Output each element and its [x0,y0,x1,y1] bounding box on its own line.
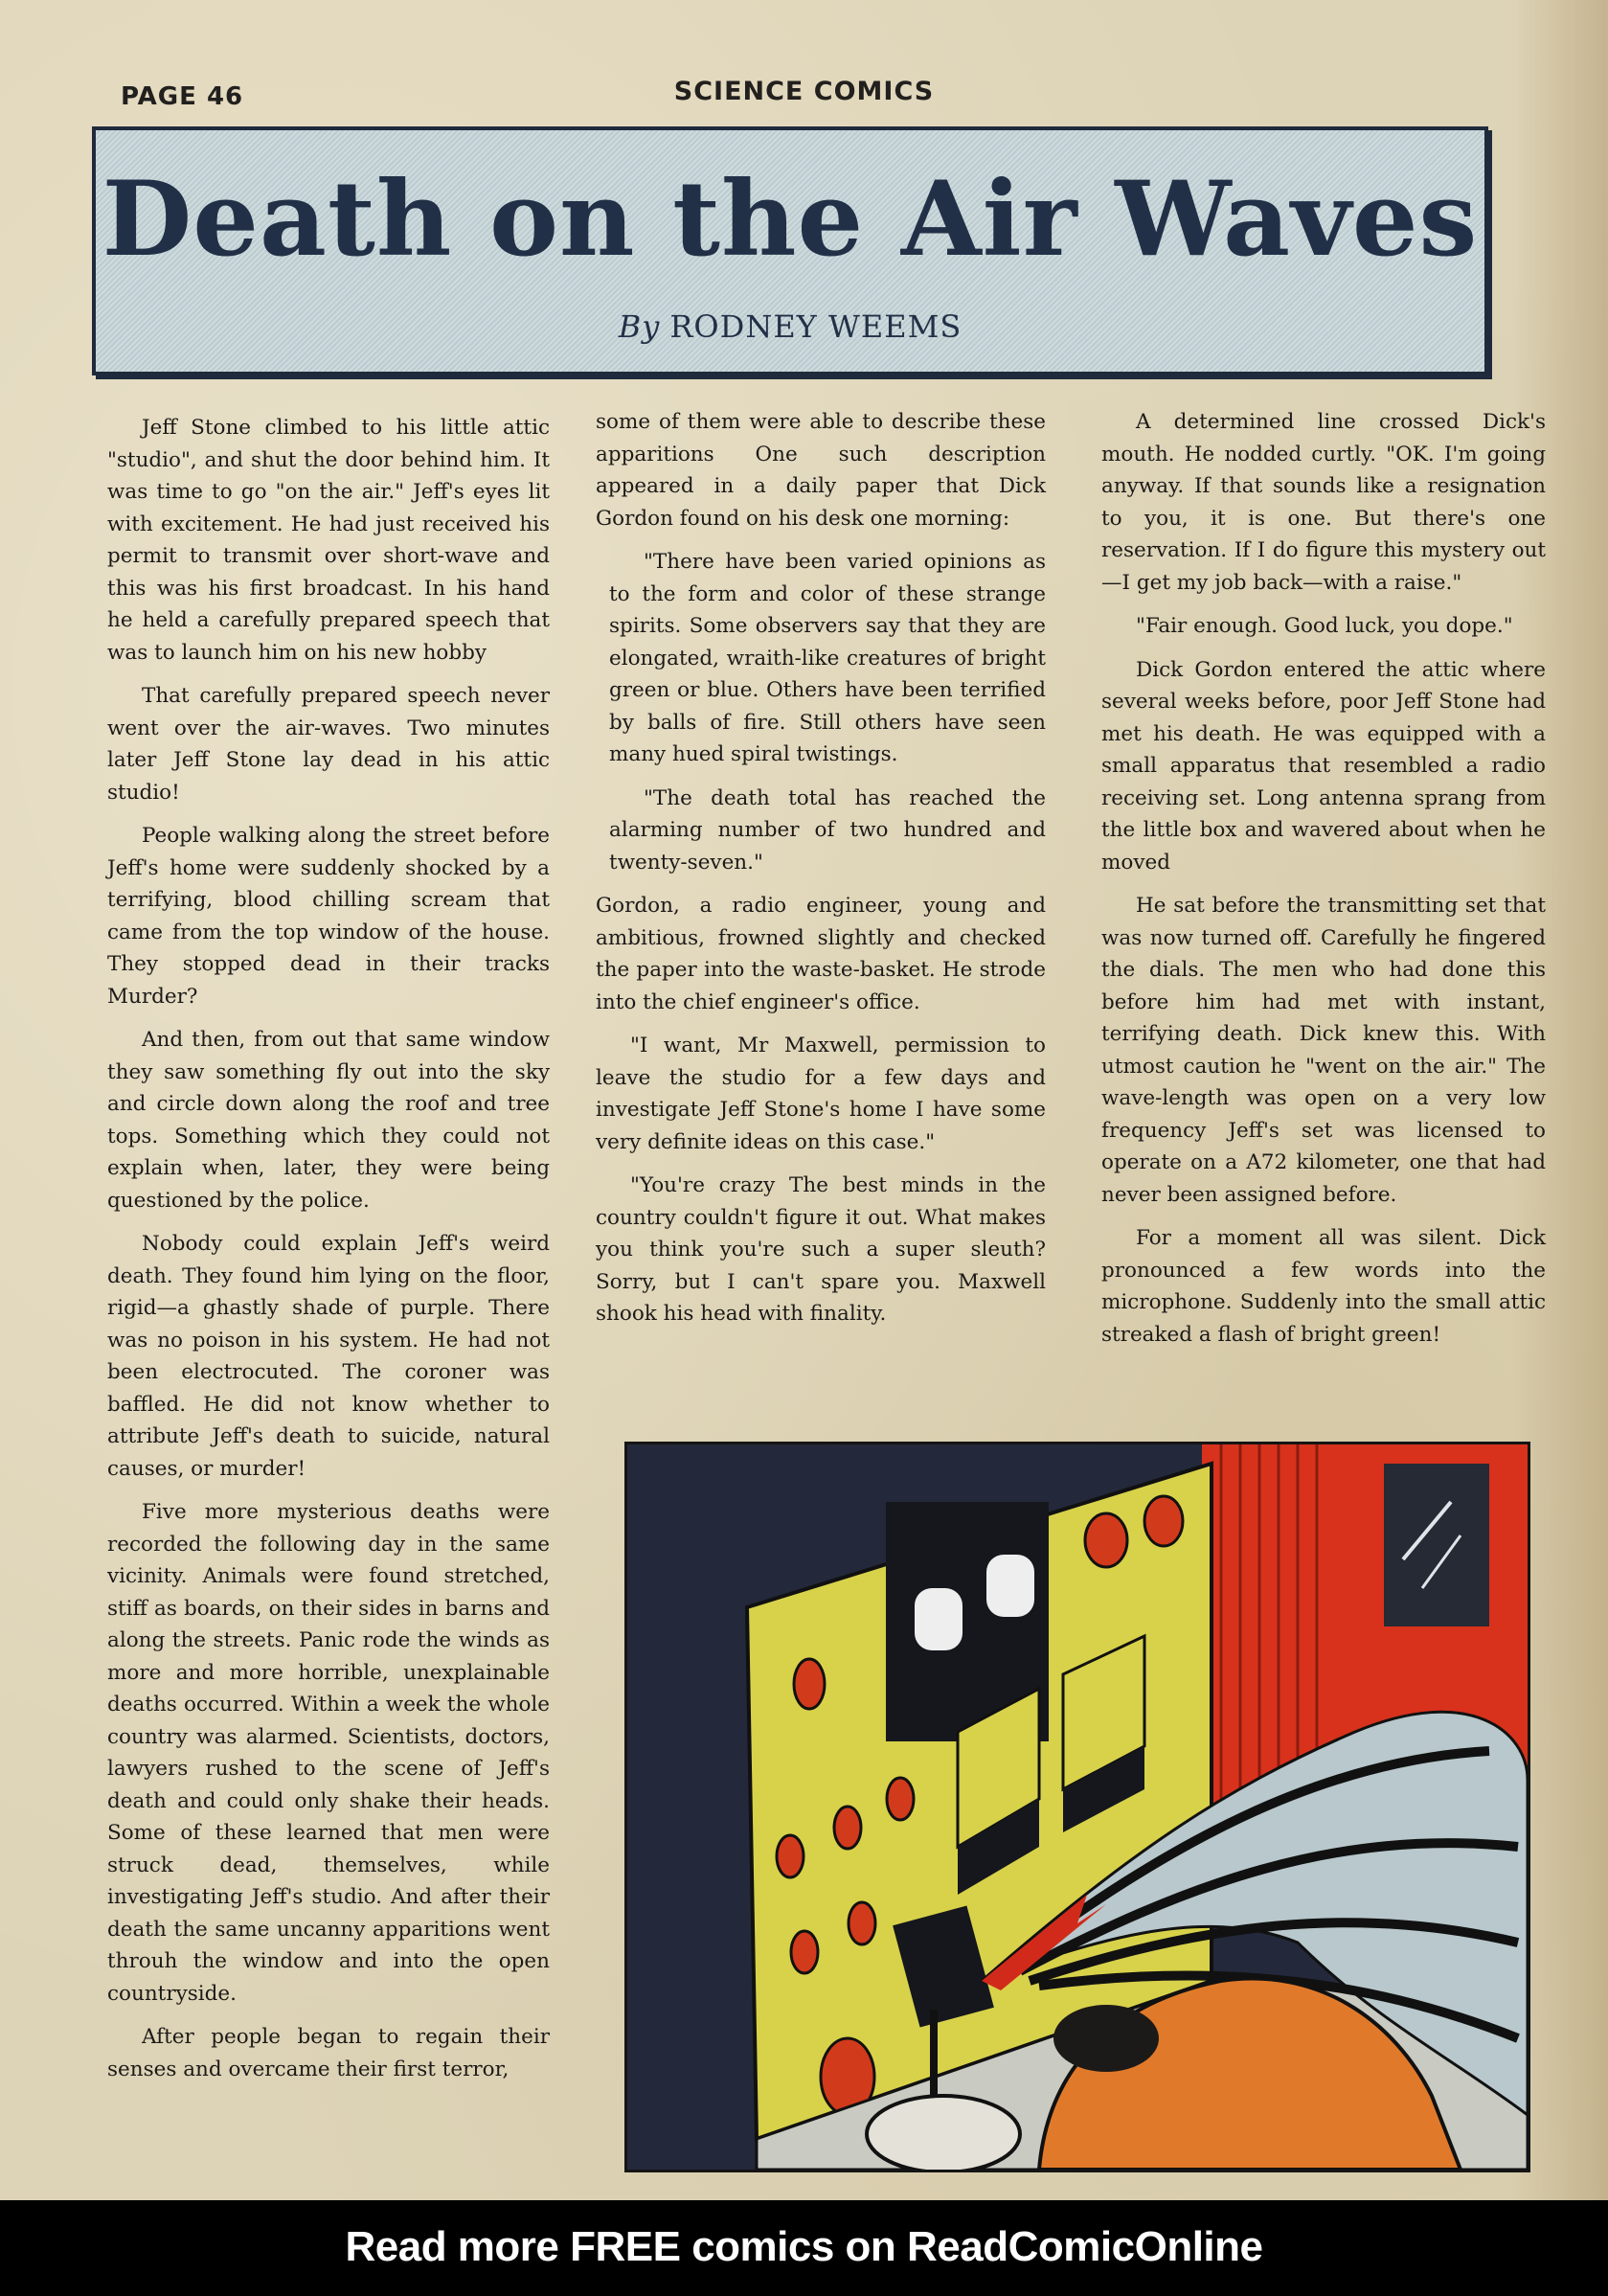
quoted-paragraph: "There have been varied opinions as to the form and color of these strange spirits. Some observers say that they are elongated, wraith-like creatures of bright green or blue. Others have been terrified by balls of fire. Still others have seen many hued spiral twistings. [609,550,1046,766]
page-number: PAGE 46 [121,82,244,111]
paragraph: "You're crazy The best minds in the country couldn't figure it out. What makes you think you're such a super sleuth? Sorry, but I can't spare you. Maxwell shook his head with finality. [596,1173,1046,1326]
quoted-paragraph: "The death total has reached the alarming number of two hundred and twenty-seven." [609,785,1046,875]
man-head [1053,2005,1159,2072]
promo-banner-text[interactable]: Read more FREE comics on ReadComicOnline [345,2223,1263,2270]
illustration-radio-wraith [627,1444,1528,2170]
paragraph: Five more mysterious deaths were recorded the following day in the same vicinity. Animals were found stretched, stiff as boards, on their sides in barns and along the streets. Panic rode the winds as more and more horrible, unexplainable deaths occurred. Within a week the whole country was alarmed. Scientists, doctors, lawyers rushed to the scene of Jeff's death and could only shake their heads. Some of these learned that men were struck dead, themselves, while investigating Jeff's studio. And after their death the same uncanny apparitions went throuh the window and into the open countryside. [107,1500,550,2006]
paragraph: That carefully prepared speech never went over the air-waves. Two minutes later Jeff Stone lay dead in his attic studio! [107,684,550,805]
paragraph: Nobody could explain Jeff's weird death. They found him lying on the floor, rigid—a ghastly shade of purple. There was no poison in his system. He had not been electrocuted. The coroner was baffled. He did not know whether to attribute Jeff's death to suicide, natural causes, or murder! [107,1232,550,1481]
page-header [0,77,1608,121]
author-name: RODNEY WEEMS [669,308,963,345]
byline-prefix: By [618,308,661,345]
title-box [92,126,1488,375]
paragraph: People walking along the street before Jeff's home were suddenly shocked by a terrifying, blood chilling scream that came from the top window of the house. They stopped dead in their tracks Murder? [107,824,550,1009]
paragraph: Jeff Stone climbed to his little attic "studio", and shut the door behind him. It was time to go "on the air." Jeff's eyes lit with excitement. He had just received his permit to transmit over short-wave and this was his first broadcast. In his hand he held a carefully prepared speech that was to launch him on his new hobby [107,416,550,665]
paragraph: He sat before the transmitting set that was now turned off. Carefully he fingered the dials. The men who had done this before him had met with instant, terrifying death. Dick knew this. With utmost caution he "went on the air." The wave-length was open on a very low frequency Jeff's set was licensed to operate on a A72 kilometer, one that had never been assigned before. [1101,894,1546,1207]
meter-left [915,1588,963,1650]
text-column-right [1101,406,1546,1362]
meter-right [986,1555,1034,1617]
byline [96,308,1484,345]
story-title: Death on the Air Waves [102,159,1479,280]
paragraph: Dick Gordon entered the attic where several weeks before, poor Jeff Stone had met his death. He was equipped with a small apparatus that resembled a radio receiving set. Long antenna sprang from the little box and wavered about when he moved [1101,657,1546,875]
paragraph: "Fair enough. Good luck, you dope." [1136,614,1513,638]
paragraph: "I want, Mr Maxwell, permission to leave the studio for a few days and investigate Jeff Stone's home I have some very definite ideas on this case." [596,1034,1046,1154]
magazine-title: SCIENCE COMICS [673,77,935,106]
window-pane [1384,1464,1489,1626]
paragraph: And then, from out that same window they saw something fly out into the sky and circle down along the roof and tree tops. Something which they could not explain when, later, they were being questioned by the police. [107,1028,550,1213]
paragraph: some of them were able to describe these apparitions One such description appeared in a daily paper that Dick Gordon found on his desk one morning: [596,410,1046,531]
paragraph: A determined line crossed Dick's mouth. He nodded curtly. "OK. I'm going anyway. If that sounds like a resignation to you, it is one. But there's one reservation. If I do figure this mystery out—I get my job back—with a raise." [1101,410,1546,595]
text-column-left [107,412,550,2097]
paragraph: After people began to regain their senses and overcame their first terror, [107,2025,550,2081]
text-column-middle [596,406,1046,1342]
promo-banner [0,2200,1608,2296]
paragraph: Gordon, a radio engineer, young and ambitious, frowned slightly and checked the paper into the waste-basket. He strode into the chief engineer's office. [596,894,1046,1014]
story-illustration [624,1442,1530,2172]
paragraph: For a moment all was silent. Dick pronounced a few words into the microphone. Suddenly into the small attic streaked a flash of bright green! [1101,1226,1546,1347]
